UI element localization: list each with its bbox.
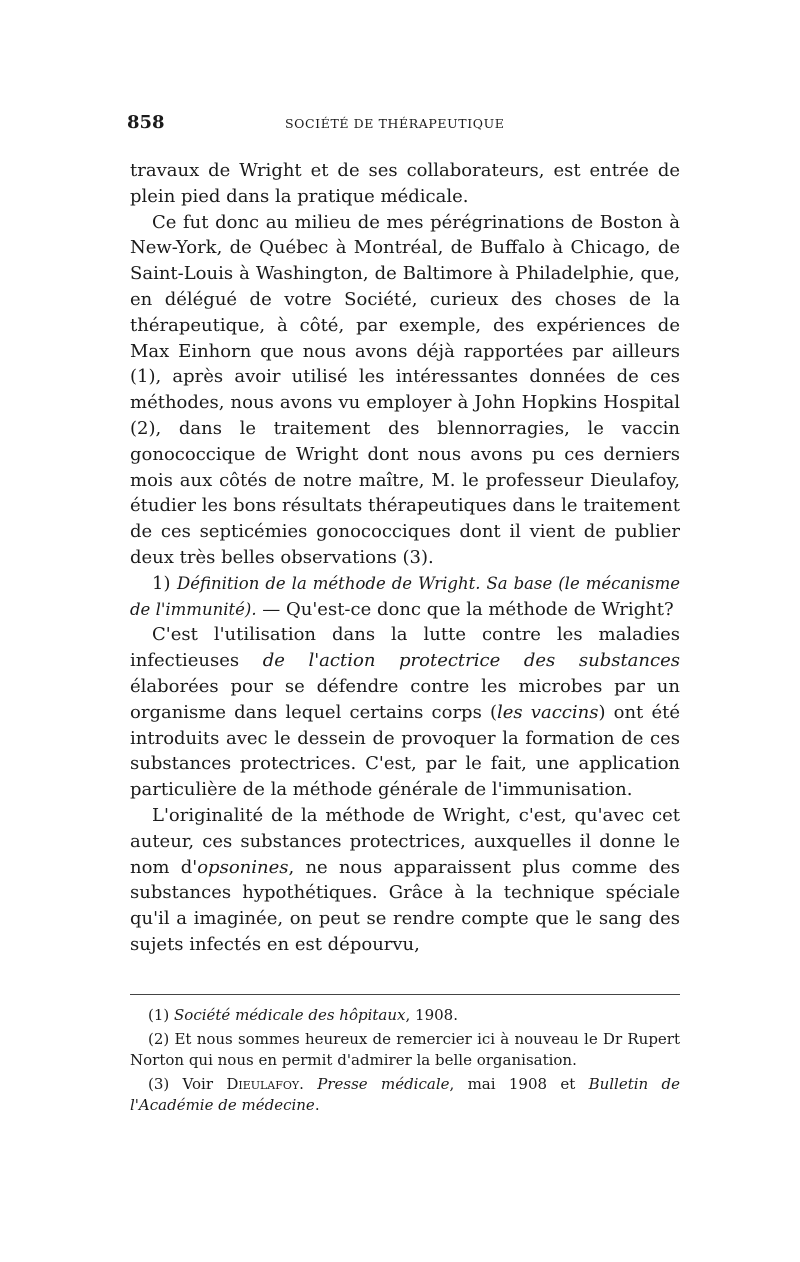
text-run: , 1908. [405,1005,458,1024]
text-run: C'est l'utilisation dans la lutte contre les maladies infectieuses [130,624,680,672]
text-run: , mai 1908 et [449,1074,589,1093]
paragraph-travels: Ce fut donc au milieu de mes pérégrinations de Boston à New-York, de Québec à Montréal, de Buffalo à Chicago, de Saint-Louis à Washington, de Baltimore à Philadelphie, que, en délégué de votre Société, curieux des choses de la thérapeutique, à côté, par exemple, des expériences de Max Einhorn que nous avons déjà rapportées par ailleurs (1), après avoir utilisé les intéressantes données de ces méthodes, nous avons vu employer à John Hopkins Hospital (2), dans le traitement des blennorragies, le vaccin gonococcique de Wright dont nous avons pu ces derniers mois aux côtés de notre maître, M. le professeur Dieulafoy, étudier les bons résultats thérapeutiques dans le traitement de ces septicémies gonococciques dont il vient de publier deux très belles observations (3). [130,211,681,568]
paragraph-continuation: travaux de Wright et de ses collaborateurs, est entrée de plein pied dans la pratique médicale. [130,160,680,207]
section-heading [130,571,680,623]
text-run: L'originalité de la méthode de Wright, c'est, qu'avec cet auteur, ces substances protectrices, auxquelles il donne le nom d' [130,804,680,878]
running-title: SOCIÉTÉ DE THÉRAPEUTIQUE [285,116,505,131]
document-page [127,112,681,1119]
running-head [127,112,680,136]
section-number: 1) [152,572,171,594]
text-run: . [299,1074,318,1093]
section-question: — Qu'est-ce donc que la méthode de Wright? [256,598,674,620]
text-run: . [314,1095,320,1114]
footnote-journal: Presse médicale [317,1074,450,1093]
footnote-2: (2) Et nous sommes heureux de remercier ici à nouveau le Dr Rupert Norton qui nous en permit d'admirer la belle organisation. [130,1029,680,1069]
footnote-rule [130,994,680,995]
footnote-1 [130,1005,680,1026]
footnote-source: Société médicale des hôpitaux [174,1005,406,1024]
page-number: 858 [127,112,165,133]
text-run: ) ont été introduits avec le dessein de provoquer la formation de ces substances protectrices. C'est, par le fait, une application particulière de la méthode générale de l'immunisation. [130,701,680,801]
paragraph-originality [130,803,680,958]
italic-run: opsonines [197,856,289,878]
footnote-marker: (1) [148,1005,175,1024]
text-run: élaborées pour se défendre contre les microbes par un organisme dans lequel certains corps ( [130,675,680,723]
paragraph-definition [130,622,680,803]
body-text [130,158,680,958]
footnote-journal: Bulletin de l'Académie de médecine [130,1074,680,1114]
section-title: Définition de la méthode de Wright. Sa base (le mécanisme de l'immunité). [130,573,680,619]
italic-run: de l'action protectrice des substances [262,650,680,672]
footnote-marker: (3) Voir [148,1074,227,1093]
footnote-3 [130,1074,680,1116]
footnotes [130,1005,680,1116]
text-run: , ne nous apparaissent plus comme des substances hypothétiques. Grâce à la technique spéciale qu'il a imaginée, on peut se rendre compte que le sang des sujets infectés en est dépourvu, [130,856,680,955]
italic-run: les vaccins [497,701,599,723]
footnote-author: Dieulafoy [226,1074,300,1093]
